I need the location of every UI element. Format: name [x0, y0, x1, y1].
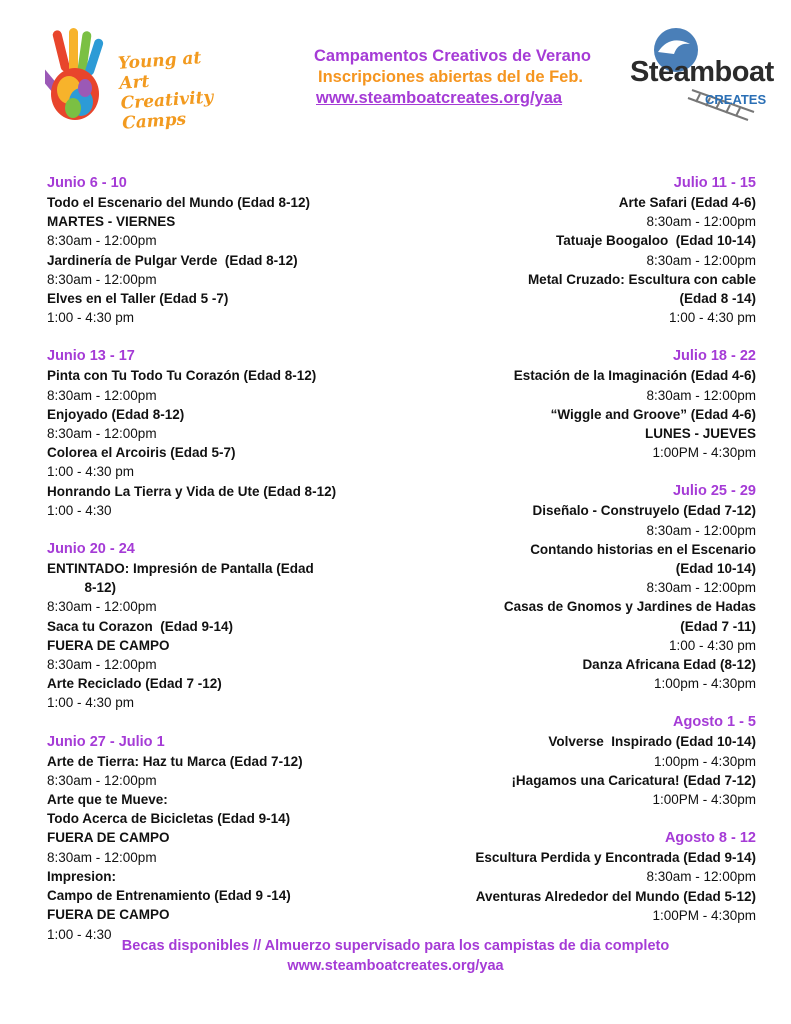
camp-name: Arte Reciclado (Edad 7 -12)	[47, 676, 222, 692]
week-title: Julio 11 - 15	[673, 175, 756, 191]
camp-time: 8:30am - 12:00pm	[47, 849, 157, 865]
camp-time: 8:30am - 12:00pm	[47, 599, 157, 615]
camp-name: FUERA DE CAMPO	[47, 637, 170, 653]
camp-time: 1:00pm - 4:30pm	[653, 753, 756, 769]
week-title: Agosto 1 - 5	[673, 714, 756, 731]
week-block	[420, 482, 756, 693]
page-footer	[0, 936, 791, 976]
camp-time: 1:00 - 4:30	[47, 502, 112, 518]
camp-name: Campo de Entrenamiento (Edad 9 -14)	[47, 888, 291, 904]
camp-name: Volverse Inspirado (Edad 10-14)	[548, 734, 756, 750]
week-title: Junio 20 - 24	[47, 541, 135, 558]
page-subtitle: Inscripciones abiertas del de Feb.	[318, 68, 584, 86]
camp-time: 8:30am - 12:00pm	[47, 772, 157, 788]
week-block	[47, 174, 367, 327]
logo-text: Young at Art Creativity Camps	[117, 48, 215, 134]
page-header	[0, 0, 791, 140]
camp-time: 1:00 - 4:30 pm	[668, 637, 756, 653]
camp-name: Jardinería de Pulgar Verde (Edad 8-12)	[47, 252, 298, 268]
camp-name: Arte que te Mueve:	[47, 792, 168, 808]
steamboat-creates-logo	[630, 28, 774, 128]
camp-name: Enjoyado (Edad 8-12)	[47, 406, 185, 422]
week-title: Junio 27 - Julio 1	[47, 733, 165, 750]
week-title: Junio 6 - 10	[47, 175, 127, 191]
camp-time: 1:00 - 4:30	[47, 926, 112, 942]
camp-name: (Edad 8 -14)	[679, 291, 756, 307]
camp-name: Impresion:	[47, 868, 117, 884]
camp-name: Tatuaje Boogaloo (Edad 10-14)	[555, 233, 756, 249]
week-block	[420, 713, 756, 809]
camp-time: 1:00 - 4:30 pm	[47, 310, 135, 326]
camp-time: 1:00 - 4:30 pm	[47, 695, 135, 711]
schedule-left-column	[47, 174, 367, 964]
handprint-icon	[45, 28, 125, 128]
camp-time: 8:30am - 12:00pm	[646, 214, 756, 230]
camp-time: 8:30am - 12:00pm	[646, 387, 756, 403]
camp-name: Danza Africana Edad (8-12)	[582, 657, 756, 673]
camp-time: 8:30am - 12:00pm	[47, 271, 157, 287]
week-block	[420, 347, 756, 462]
week-block	[47, 347, 367, 520]
camp-name: Casas de Gnomos y Jardines de Hadas	[503, 599, 756, 615]
camp-name: Arte Safari (Edad 4-6)	[618, 195, 756, 210]
young-at-art-logo	[45, 28, 245, 134]
week-block	[420, 174, 756, 327]
camp-time: 8:30am - 12:00pm	[646, 252, 756, 268]
camp-time: 1:00PM - 4:30pm	[652, 907, 756, 923]
camp-name: 8-12)	[47, 580, 117, 596]
camp-time: 1:00 - 4:30 pm	[668, 310, 756, 326]
week-block	[420, 829, 756, 925]
camp-time: 8:30am - 12:00pm	[646, 522, 756, 538]
camp-name: Honrando La Tierra y Vida de Ute (Edad 8-12)	[47, 483, 337, 499]
camp-name: LUNES - JUEVES	[644, 426, 756, 442]
camp-time: 8:30am - 12:00pm	[47, 426, 157, 442]
camp-name: ¡Hagamos una Caricatura! (Edad 7-12)	[511, 772, 756, 788]
week-title: Julio 25 - 29	[672, 483, 756, 500]
camp-name: Contando historias en el Escenario	[530, 541, 756, 557]
camp-name: Diseñalo - Construyelo (Edad 7-12)	[532, 503, 756, 519]
camp-name: Estación de la Imaginación (Edad 4-6)	[513, 368, 756, 384]
camp-time: 8:30am - 12:00pm	[646, 580, 756, 596]
camp-time: 8:30am - 12:00pm	[646, 869, 756, 885]
page-title: Campamentos Creativos de Verano	[314, 47, 591, 65]
week-block	[47, 733, 367, 944]
footer-link[interactable]: www.steamboatcreates.org/yaa	[287, 958, 504, 974]
camp-name: Colorea el Arcoiris (Edad 5-7)	[47, 445, 236, 461]
week-title: Agosto 8 - 12	[664, 830, 756, 847]
header-info	[300, 46, 620, 109]
header-link[interactable]: www.steamboatcreates.org/yaa	[316, 89, 563, 107]
camp-name: Todo Acerca de Bicicletas (Edad 9-14)	[47, 811, 291, 827]
schedule-right-column	[420, 174, 756, 945]
camp-time: 8:30am - 12:00pm	[47, 233, 157, 249]
week-title: Junio 13 - 17	[47, 348, 135, 365]
camp-time: 1:00PM - 4:30pm	[652, 445, 756, 461]
camp-time: 8:30am - 12:00pm	[47, 387, 157, 403]
logo-subtext: CREATES	[705, 92, 767, 107]
camp-name: (Edad 7 -11)	[680, 618, 756, 634]
camp-name: Saca tu Corazon (Edad 9-14)	[47, 618, 234, 634]
week-title: Julio 18 - 22	[672, 348, 756, 365]
camp-name: (Edad 10-14)	[675, 561, 756, 577]
camp-time: 1:00PM - 4:30pm	[652, 792, 756, 808]
camp-time: 1:00 - 4:30 pm	[47, 464, 135, 480]
camp-name: Escultura Perdida y Encontrada (Edad 9-14)	[475, 850, 756, 866]
camp-name: FUERA DE CAMPO	[47, 830, 170, 846]
camp-name: Metal Cruzado: Escultura con cable	[527, 271, 756, 287]
camp-time: 1:00pm - 4:30pm	[653, 676, 756, 692]
camp-time: 8:30am - 12:00pm	[47, 657, 157, 673]
camp-name: ENTINTADO: Impresión de Pantalla (Edad	[47, 561, 314, 577]
camp-name: FUERA DE CAMPO	[47, 907, 170, 923]
footer-notice: Becas disponibles // Almuerzo supervisado para los campistas de dia completo	[121, 938, 670, 954]
camp-name: Pinta con Tu Todo Tu Corazón (Edad 8-12)	[47, 368, 317, 384]
camp-name: MARTES - VIERNES	[47, 214, 176, 230]
camp-name: Todo el Escenario del Mundo (Edad 8-12)	[47, 195, 311, 210]
camp-name: Elves en el Taller (Edad 5 -7)	[47, 291, 229, 307]
camp-name: Aventuras Alrededor del Mundo (Edad 5-12)	[475, 888, 756, 904]
camp-name: Arte de Tierra: Haz tu Marca (Edad 7-12)	[47, 753, 303, 769]
week-block	[47, 540, 367, 713]
camp-name: “Wiggle and Groove” (Edad 4-6)	[550, 406, 756, 422]
logo-wordmark: Steamboat	[630, 56, 774, 88]
